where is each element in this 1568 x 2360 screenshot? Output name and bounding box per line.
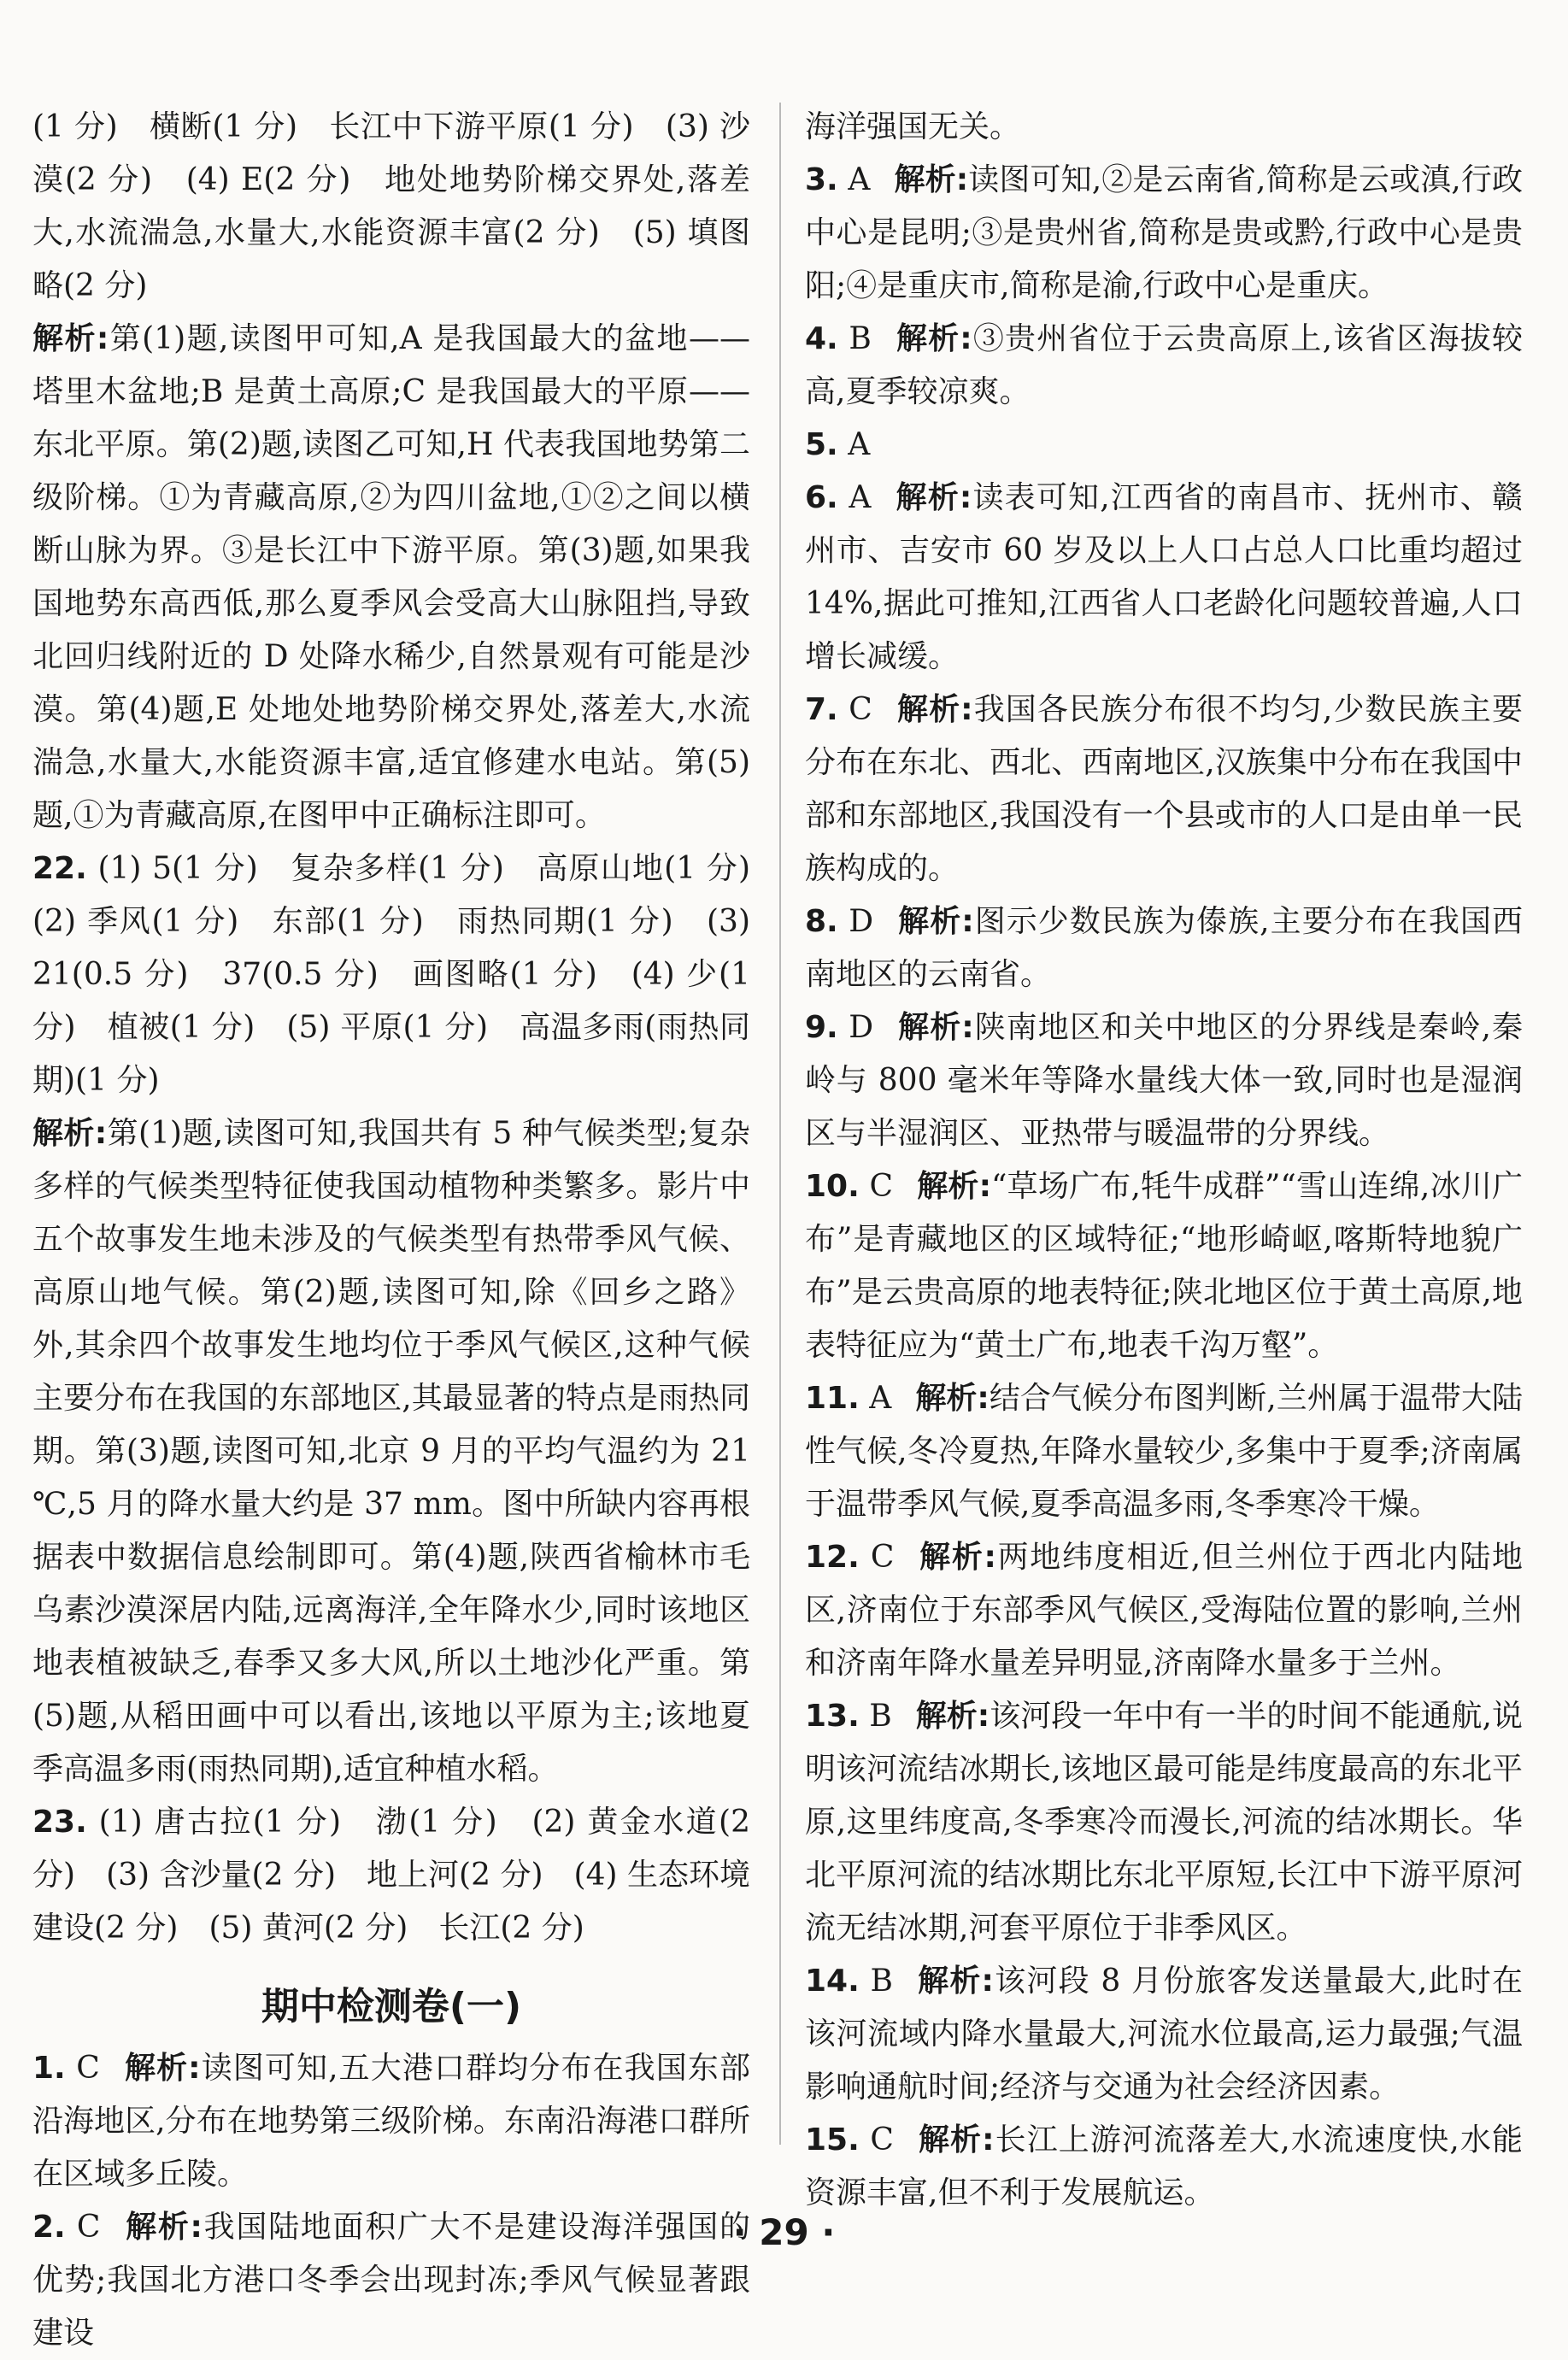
choice-answer: C [869,1169,893,1204]
analysis-label: 解析: [895,480,972,515]
analysis-text: 第(1)题,读图可知,我国共有 5 种气候类型;复杂多样的气候类型特征使我国动植物种类繁多。影片中五个故事发生地未涉及的气候类型有热带季风气候、高原山地气候。第(2)题,读图可知,除《回乡之路》外,其余四个故事发生地均位于季风气候区,这种气候主要分布在我国的东部地区,其最显著的特点是雨热同期。第(3)题,读图可知,北京 9 月的平均气温约为 21 ℃,5 月的降水量大约是 37 mm。图中所缺内容再根据表中数据信息绘制即可。第(4)题,陕西省榆林市毛乌素沙漠深居内陆,远离海洋,全年降水少,同时该地区地表植被缺乏,春季又多大风,所以土地沙化严重。第(5)题,从稻田画中可以看出,该地以平原为主;该地夏季高温多雨(雨热同期),适宜种植水稻。 [32,1116,750,1787]
analysis-label: 解析: [124,2210,203,2245]
analysis-text: 我国陆地面积广大不是建设海洋强国的优势;我国北方港口冬季会出现封冻;季风气候显著跟建设 [32,2210,750,2351]
question-number: 4. [805,321,838,356]
q2-continuation: 海洋强国无关。 [805,109,1021,144]
answer-item [805,1160,1523,1372]
choice-answer: D [849,904,874,939]
answer-item [805,684,1523,895]
answer-item [805,472,1523,684]
section-title: 期中检测卷(一) [261,1985,522,2028]
analysis-label: 解析: [897,904,974,939]
analysis-label: 解析: [917,2122,995,2157]
analysis-label: 解析: [915,1381,990,1416]
analysis-text: 读表可知,江西省的南昌市、抚州市、赣州市、吉安市 60 岁及以上人口占总人口比重均超过 14%,据此可推知,江西省人口老龄化问题较普遍,人口增长减缓。 [805,480,1523,674]
analysis-text: 读图可知,②是云南省,简称是云或滇,行政中心是昆明;③是贵州省,简称是贵或黔,行政中心是贵阳;④是重庆市,简称是渝,行政中心是重庆。 [805,162,1523,303]
analysis-label: 解析: [123,2051,201,2086]
answer-list [805,154,1523,2220]
question-number: 5. [805,427,838,462]
analysis-label: 解析: [897,1010,974,1045]
answer-item [805,419,1523,472]
answer-item [805,1001,1523,1160]
column-divider [779,103,781,2145]
question-number: 3. [805,162,838,197]
analysis-label: 解析: [894,162,969,197]
analysis-label: 解析: [896,692,973,727]
answer-item [805,1372,1523,1531]
analysis-text: 结合气候分布图判断,兰州属于温带大陆性气候,冬冷夏热,年降水量较少,多集中于夏季;济南属于温带季风气候,夏季高温多雨,冬季寒冷干燥。 [805,1381,1523,1522]
answer-item [805,154,1523,313]
question-number: 14. [805,1964,860,1999]
analysis-label: 解析: [917,1169,992,1204]
choice-answer: C [76,2210,101,2245]
question-number: 11. [805,1381,860,1416]
choice-answer: B [849,321,872,356]
choice-answer: A [848,427,871,462]
q22-answer [32,842,782,1107]
question-number: 9. [805,1010,838,1045]
analysis-text: 读图可知,五大港口群均分布在我国东部沿海地区,分布在地势第三级阶梯。东南沿海港口群所在区域多丘陵。 [32,2051,750,2192]
question-number: 15. [805,2122,860,2157]
analysis-label: 解析: [915,1699,990,1734]
analysis-text: ③贵州省位于云贵高原上,该省区海拔较高,夏季较凉爽。 [805,321,1523,409]
mid-q1 [32,2042,750,2201]
choice-answer: C [76,2051,100,2086]
question-number: 22. [32,851,87,886]
analysis-text: 两地纬度相近,但兰州位于西北内陆地区,济南位于东部季风气候区,受海陆位置的影响,兰州和济南年降水量差异明显,济南降水量多于兰州。 [805,1540,1523,1681]
answer-item [805,895,1523,1001]
question-number: 2. [32,2210,66,2245]
answer-item [805,2114,1523,2220]
answer-item [805,313,1523,419]
question-number: 8. [805,904,838,939]
analysis-text: 图示少数民族为傣族,主要分布在我国西南地区的云南省。 [805,904,1523,992]
analysis-text: 长江上游河流落差大,水流速度快,水能资源丰富,但不利于发展航运。 [805,2122,1523,2210]
answer-item [805,1531,1523,1690]
question-number: 6. [805,480,838,515]
analysis-label: 解析: [32,321,109,356]
analysis-label: 解析: [918,1540,996,1575]
choice-answer: B [869,1699,892,1734]
answer-text: (1) 5(1 分) 复杂多样(1 分) 高原山地(1 分) (2) 季风(1 分) 东部(1 分) 雨热同期(1 分) (3) 21(0.5 分) 37(0.5 分) 画图略(1 分) (4) 少(1 分) 植被(1 分) (5) 平原(1 分) 高温多雨(雨热同期)(1 分) [32,851,782,1098]
analysis-label: 解析: [895,321,972,356]
question-number: 12. [805,1540,860,1575]
choice-answer: C [870,1540,895,1575]
answer-item [805,1690,1523,1955]
analysis-text: “草场广布,牦牛成群”“雪山连绵,冰川广布”是青藏地区的区域特征;“地形崎岖,喀斯特地貌广布”是云贵高原的地表特征;陕北地区位于黄土高原,地表特征应为“黄土广布,地表千沟万壑”。 [805,1169,1523,1363]
question-number: 10. [805,1169,860,1204]
choice-answer: A [848,162,871,197]
analysis-text: 该河段一年中有一半的时间不能通航,说明该河流结冰期长,该地区最可能是纬度最高的东北平原,这里纬度高,冬季寒冷而漫长,河流的结冰期长。华北平原河流的结冰期比东北平原短,长江中下游平原河流无结冰期,河套平原位于非季风区。 [805,1699,1523,1946]
choice-answer: D [849,1010,874,1045]
analysis-label: 解析: [32,1116,108,1151]
q23-answer [32,1796,750,1955]
q22-analysis [32,1107,750,1796]
choice-answer: A [849,480,872,515]
answer-text: (1) 唐古拉(1 分) 渤(1 分) (2) 黄金水道(2 分) (3) 含沙量(2 分) 地上河(2 分) (4) 生态环境建设(2 分) (5) 黄河(2 分) 长江(2 分) [32,1805,750,1946]
page-number: · 29 · [732,2211,836,2253]
question-number: 7. [805,692,838,727]
question-number: 1. [32,2051,66,2086]
choice-answer: C [870,2122,894,2157]
question-number: 23. [32,1805,87,1840]
q21-answer-continuation: (1 分) 横断(1 分) 长江中下游平原(1 分) (3) 沙漠(2 分) (4) E(2 分) 地处地势阶梯交界处,落差大,水流湍急,水量大,水能资源丰富(2 分) (5) 填图略(2 分) [32,109,750,303]
analysis-text: 该河段 8 月份旅客发送量最大,此时在该河流域内降水量最大,河流水位最高,运力最强;气温影响通航时间;经济与交通为社会经济因素。 [805,1964,1523,2105]
choice-answer: B [870,1964,893,1999]
answer-item [805,1955,1523,2114]
choice-answer: A [869,1381,892,1416]
left-column [32,101,782,2360]
analysis-text: 我国各民族分布很不均匀,少数民族主要分布在东北、西北、西南地区,汉族集中分布在我国中部和东部地区,我国没有一个县或市的人口是由单一民族构成的。 [805,692,1523,886]
q21-analysis [32,313,750,842]
choice-answer: C [849,692,872,727]
right-column [805,101,1523,2220]
question-number: 13. [805,1699,860,1734]
analysis-text: 陕南地区和关中地区的分界线是秦岭,秦岭与 800 毫米年等降水量线大体一致,同时也是湿润区与半湿润区、亚热带与暖温带的分界线。 [805,1010,1523,1151]
analysis-label: 解析: [916,1964,994,1999]
analysis-text: 第(1)题,读图甲可知,A 是我国最大的盆地——塔里木盆地;B 是黄土高原;C 是我国最大的平原——东北平原。第(2)题,读图乙可知,H 代表我国地势第二级阶梯。①为青藏高原,②为四川盆地,①②之间以横断山脉为界。③是长江中下游平原。第(3)题,如果我国地势东高西低,那么夏季风会受高大山脉阻挡,导致北回归线附近的 D 处降水稀少,自然景观有可能是沙漠。第(4)题,E 处地处地势阶梯交界处,落差大,水流湍急,水量大,水能资源丰富,适宜修建水电站。第(5)题,①为青藏高原,在图甲中正确标注即可。 [32,321,750,833]
